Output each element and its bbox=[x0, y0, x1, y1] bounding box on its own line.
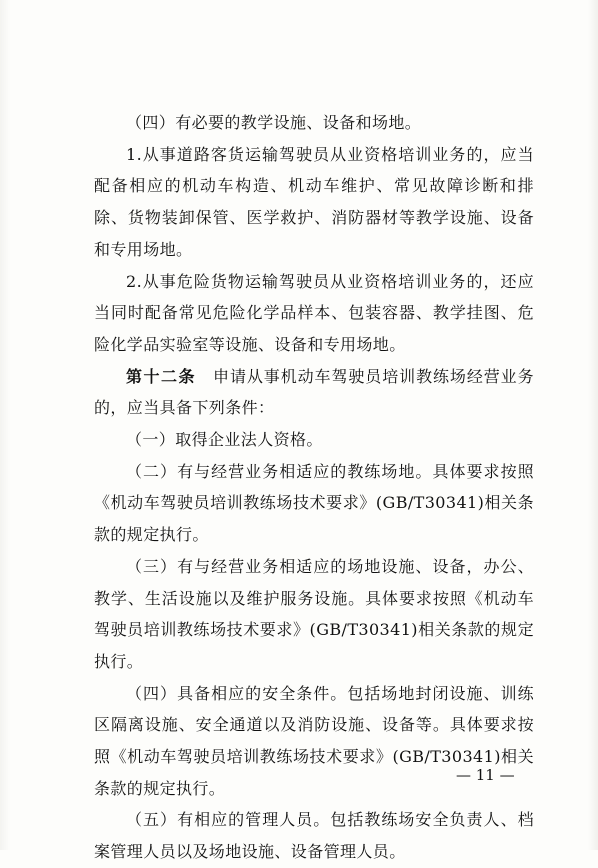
paragraph-text: 申请从事机动车驾驶员培训教练场经营业务的，应当具备下列条件： bbox=[94, 366, 534, 418]
article-paragraph bbox=[94, 361, 534, 424]
article-number: 第十二条 bbox=[126, 366, 197, 386]
paragraph-text: （四）有必要的教学设施、设备和场地。 bbox=[126, 113, 422, 132]
document-body bbox=[94, 107, 534, 868]
paragraph-text: （一）取得企业法人资格。 bbox=[126, 430, 323, 450]
paragraph-text: （三）有与经营业务相适应的场地设施、设备，办公、教学、生活设施以及维护服务设施。具体要求按照《机动车驾驶员培训教练场技术要求》(GB/T30341)相关条款的规定执行。 bbox=[94, 556, 534, 671]
paragraph-text: 1.从事道路客货运输驾驶员从业资格培训业务的，应当配备相应的机动车构造、机动车维护、常见故障诊断和排除、货物装卸保管、医学救护、消防器材等教学设施、设备和专用场地。 bbox=[94, 144, 534, 259]
paragraph bbox=[94, 266, 534, 361]
paragraph bbox=[94, 456, 534, 551]
paragraph-text: 2.从事危险货物运输驾驶员从业资格培训业务的，还应当同时配备常见危险化学品样本、包装容器、教学挂图、危险化学品实验室等设施、设备和专用场地。 bbox=[94, 271, 534, 354]
paragraph bbox=[94, 424, 534, 456]
paragraph bbox=[94, 139, 534, 266]
page-number: — 11 — bbox=[456, 766, 515, 784]
paragraph bbox=[94, 678, 534, 805]
paragraph bbox=[94, 804, 534, 867]
paragraph-text: （四）具备相应的安全条件。包括场地封闭设施、训练区隔离设施、安全通道以及消防设施、设备等。具体要求按照《机动车驾驶员培训教练场技术要求》(GB/T30341)相关条款的规定执行。 bbox=[94, 683, 534, 798]
paragraph bbox=[94, 551, 534, 678]
paragraph-text: （五）有相应的管理人员。包括教练场安全负责人、档案管理人员以及场地设施、设备管理人员。 bbox=[94, 810, 534, 862]
paragraph bbox=[94, 107, 534, 139]
paragraph-text: （二）有与经营业务相适应的教练场地。具体要求按照《机动车驾驶员培训教练场技术要求》(GB/T30341)相关条款的规定执行。 bbox=[94, 461, 534, 545]
